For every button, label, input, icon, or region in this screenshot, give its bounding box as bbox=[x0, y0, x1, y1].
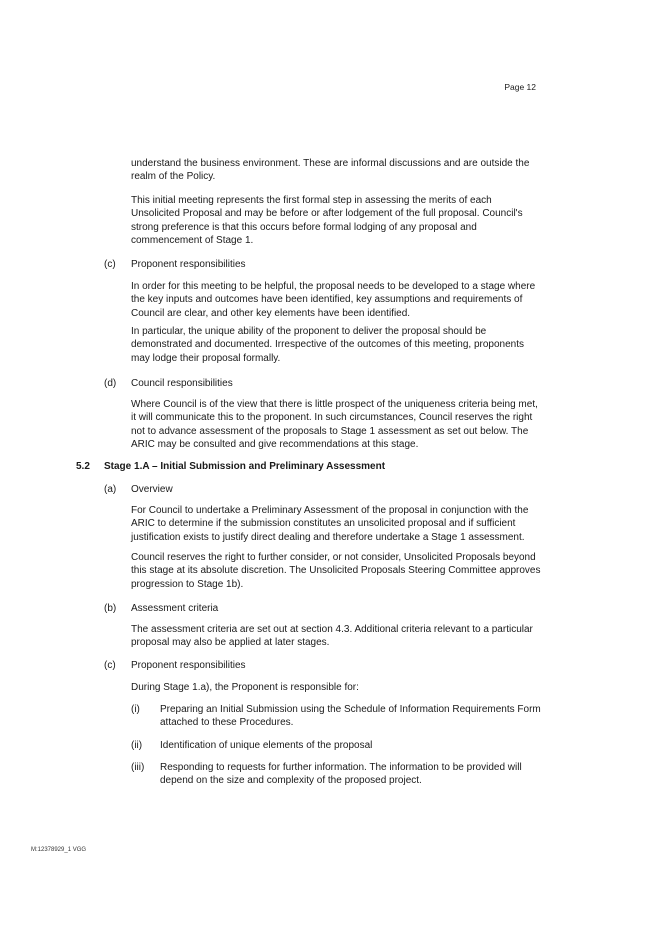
section-number: 5.2 bbox=[76, 461, 90, 472]
clause-label-c-second: (c) bbox=[104, 660, 116, 671]
clause-title-proponent-responsibilities-second: Proponent responsibilities bbox=[131, 660, 246, 671]
list-item-number: (ii) bbox=[131, 740, 143, 751]
document-reference: M:12378929_1 VGG bbox=[31, 847, 87, 853]
clause-label-b: (b) bbox=[104, 603, 117, 614]
paragraph-council: Where Council is of the view that there is little prospect of the uniqueness criteria being met, it will communicate this to the proponent. In such circumstances, Council reserves the right not to advance assessment of the proposals to Stage 1 assessment as set out below. The ARIC may be consulted and give recommendations at this stage. bbox=[131, 399, 538, 451]
list-item-text: Preparing an Initial Submission using the Schedule of Information Requirements Form attached to these Procedures. bbox=[160, 704, 541, 729]
list-item-text: Responding to requests for further information. The information to be provided will depend on the size and complexity of the proposed project. bbox=[160, 762, 522, 787]
paragraph-overview-2: Council reserves the right to further consider, or not consider, Unsolicited Proposals beyond this stage at its absolute discretion. The Unsolicited Proposals Steering Committee approves progression to Stage 1b). bbox=[131, 552, 541, 590]
paragraph-assessment-criteria: The assessment criteria are set out at section 4.3. Additional criteria relevant to a particular proposal may also be applied at later stages. bbox=[131, 624, 533, 649]
clause-label-d: (d) bbox=[104, 378, 117, 389]
paragraph-proponent-2: In particular, the unique ability of the proponent to deliver the proposal should be demonstrated and documented. Irrespective of the outcomes of this meeting, proponents may lodge their proposal formally. bbox=[131, 326, 525, 364]
list-item-number: (iii) bbox=[131, 762, 145, 773]
section-title: Stage 1.A – Initial Submission and Preliminary Assessment bbox=[104, 461, 386, 472]
paragraph-proponent-1: In order for this meeting to be helpful, the proposal needs to be developed to a stage where the key inputs and outcomes have been identified, key assumptions and requirements of Council are clear, and other key elements have been identified. bbox=[131, 281, 536, 319]
paragraph-initial-meeting: This initial meeting represents the first formal step in assessing the merits of each Unsolicited Proposal and may be before or after lodgement of the full proposal. Council's strong preference is that this occurs before formal lodging of any proposal and commencement of Stage 1. bbox=[131, 195, 523, 247]
page-number: Page 12 bbox=[504, 82, 536, 92]
clause-title-council-responsibilities: Council responsibilities bbox=[131, 378, 233, 389]
paragraph-overview-1: For Council to undertake a Preliminary Assessment of the proposal in conjunction with the ARIC to determine if the submission constitutes an unsolicited proposal and if sufficient justification exists to justify direct dealing and therefore undertake a Stage 1 assessment. bbox=[131, 505, 529, 543]
clause-title-assessment-criteria: Assessment criteria bbox=[131, 603, 219, 614]
clause-label-c: (c) bbox=[104, 259, 116, 270]
paragraph-during-stage: During Stage 1.a), the Proponent is responsible for: bbox=[131, 682, 359, 693]
paragraph-intro: understand the business environment. These are informal discussions and are outside the realm of the Policy. bbox=[131, 158, 530, 183]
clause-label-a: (a) bbox=[104, 484, 117, 495]
clause-title-overview: Overview bbox=[131, 484, 173, 495]
clause-title-proponent-responsibilities: Proponent responsibilities bbox=[131, 259, 246, 270]
list-item-text: Identification of unique elements of the proposal bbox=[160, 740, 373, 751]
list-item-number: (i) bbox=[131, 704, 140, 715]
